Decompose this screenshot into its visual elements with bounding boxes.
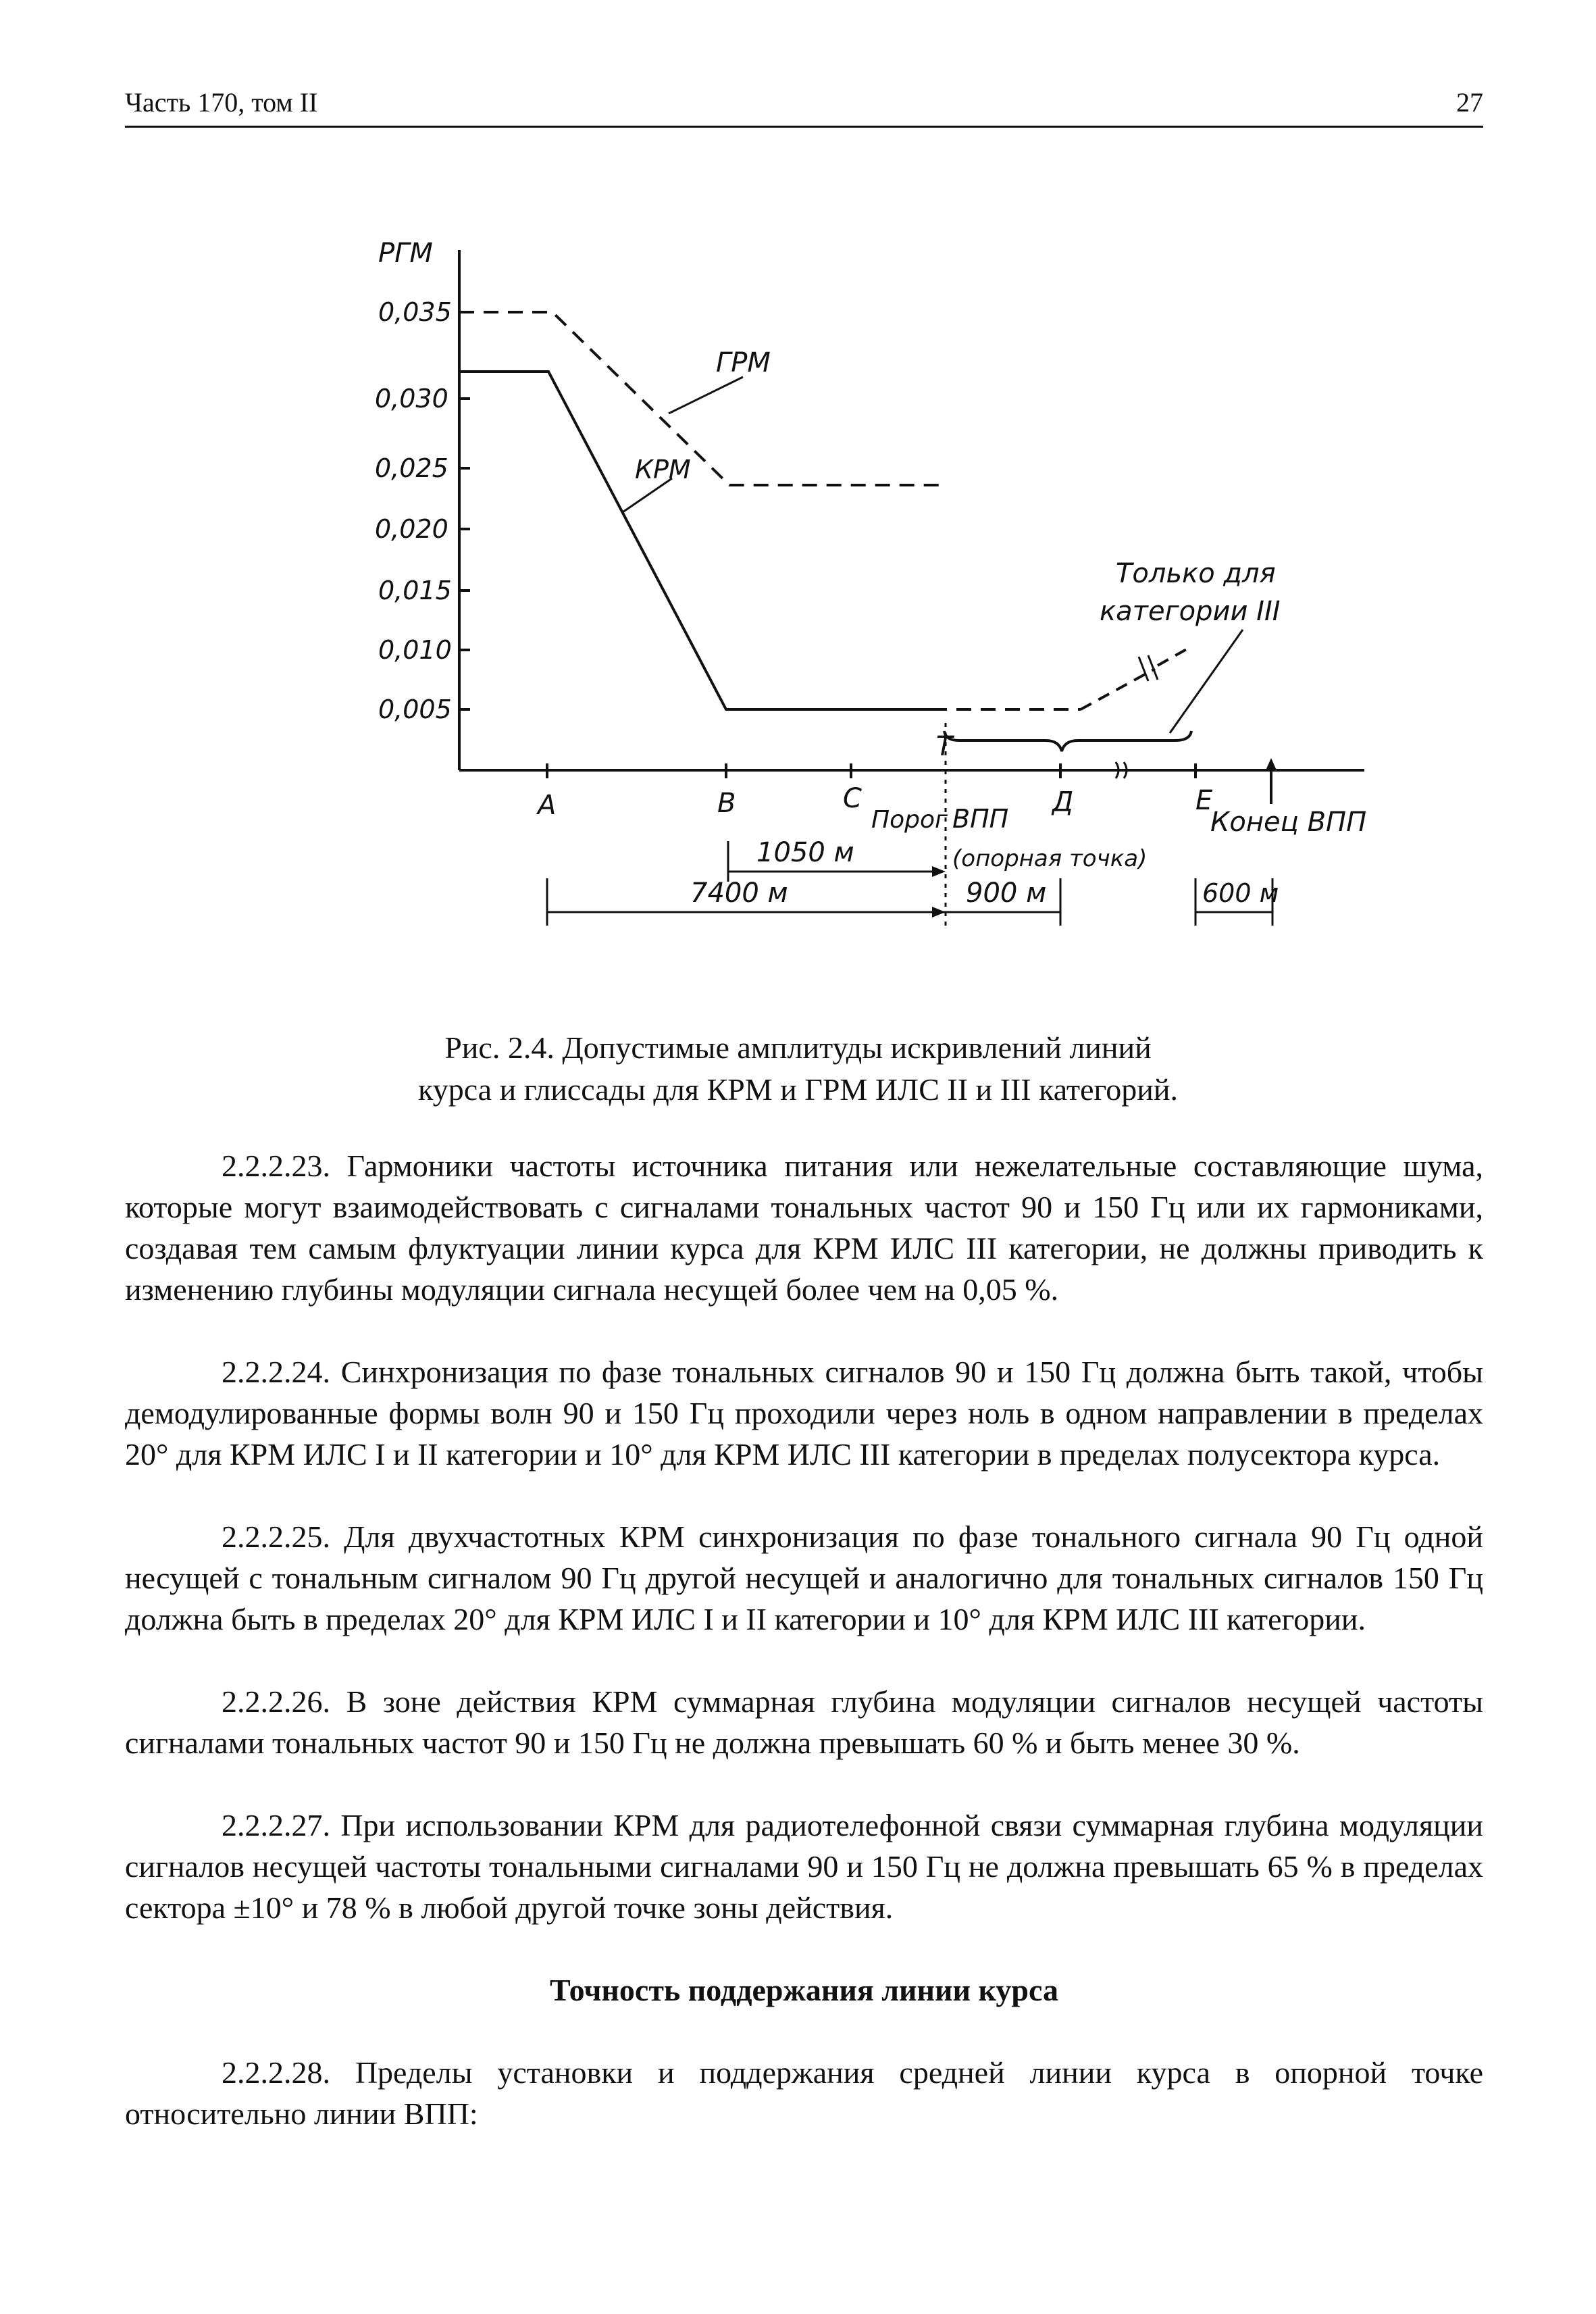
dim-7400-label: 7400 м [690,878,788,909]
y-tick-label: 0,015 [378,576,452,605]
y-tick-label: 0,030 [375,384,448,413]
point-e-label: Е [1195,785,1213,816]
figure-caption [0,1027,1596,1111]
dim-1050-label: 1050 м [756,837,854,868]
krm-limit-curve [459,372,932,709]
category-iii-curve-break [1148,655,1158,680]
figure-drawing [338,230,1391,980]
y-tick-label: 0,005 [378,695,452,724]
paragraph-2-2-2-27: 2.2.2.27. При использовании КРМ для радиотелефонной связи суммарная глубина модуляции сигналов несущей частоты тональными сигналами 90 и 150 Гц не должна превышать 65 % в пределах сектора ±10° и 78 % в любой другой точке зоны действия. [125,1808,1483,1925]
runway-end-arrowhead [1266,758,1277,770]
y-axis-title: РГМ [378,238,433,269]
header-part-volume: Часть 170, том II [125,87,318,118]
running-header [125,86,1483,128]
paragraph-2-2-2-25: 2.2.2.25. Для двухчастотных КРМ синхронизация по фазе тонального сигнала 90 Гц одной несущей с тональным сигналом 90 Гц другой несущей и аналогично для тональных сигналов 150 Гц должна быть в пределах 20° для КРМ ИЛС I и II категории и 10° для КРМ ИЛС III категории. [125,1519,1483,1636]
category-note-line1: Только для [1116,558,1276,589]
section-heading: Точность поддержания линии курса [550,1973,1058,2007]
y-tick-label: 0,035 [378,297,452,327]
category-iii-curve [1081,669,1155,709]
page-number: 27 [1456,87,1483,118]
caption-line-2: курса и глиссады для КРМ и ГРМ ИЛС II и III категорий. [418,1072,1178,1107]
dim-600-label: 600 м [1202,878,1279,908]
y-tick-label: 0,025 [375,453,448,483]
point-b-label: В [717,788,736,819]
y-tick-label: 0,020 [375,514,448,544]
category-note-line2: категории III [1100,596,1281,627]
point-a-label: А [538,790,557,821]
point-t-label: Т [936,731,953,762]
point-c-label: С [843,783,862,814]
grm-limit-curve [459,312,946,485]
dim-1050-arrowhead [932,866,946,877]
runway-end-label: Конец ВПП [1210,807,1367,838]
paragraph-2-2-2-28: 2.2.2.28. Пределы установки и поддержания средней линии курса в опорной точке относительно линии ВПП: [125,2055,1483,2131]
reference-point-label: (опорная точка) [952,845,1148,872]
grm-curve-label: ГРМ [716,347,771,378]
point-d-label: Д [1052,786,1074,818]
dim-7400-arrowhead [932,907,946,917]
paragraph-2-2-2-24: 2.2.2.24. Синхронизация по фазе тональных сигналов 90 и 150 Гц должна быть такой, чтобы демодулированные формы волн 90 и 150 Гц проходили через ноль в одном направлении в пределах 20° для КРМ ИЛС I и II категории и 10° для КРМ ИЛС III категории в пределах полусектора курса. [125,1355,1483,1472]
figure-2-4 [338,230,1391,980]
category-iii-curve [1158,647,1190,665]
krm-curve-label: КРМ [635,455,691,484]
threshold-label: Порог [871,806,948,834]
runway-label: ВПП [952,804,1009,834]
y-tick-label: 0,010 [378,635,452,665]
category-iii-brace [944,731,1191,751]
paragraph-2-2-2-26: 2.2.2.26. В зоне действия КРМ суммарная глубина модуляции сигналов несущей частоты сигналами тональных частот 90 и 150 Гц не должна превышать 60 % и быть менее 30 %. [125,1684,1483,1760]
body-text [125,1145,1483,2175]
grm-leader-line [669,377,743,413]
dim-900-label: 900 м [966,878,1047,909]
paragraph-2-2-2-23: 2.2.2.23. Гармоники частоты источника питания или нежелательные составляющие шума, которые могут взаимодействовать с сигналами тональных частот 90 и 150 Гц или их гармониками, создавая тем самым флуктуации линии курса для КРМ ИЛС III категории, не должны приводить к изменению глубины модуляции сигнала несущей более чем на 0,05 %. [125,1149,1483,1307]
category-note-leader [1170,630,1243,733]
caption-line-1: Рис. 2.4. Допустимые амплитуды искривлений линий [444,1030,1152,1065]
